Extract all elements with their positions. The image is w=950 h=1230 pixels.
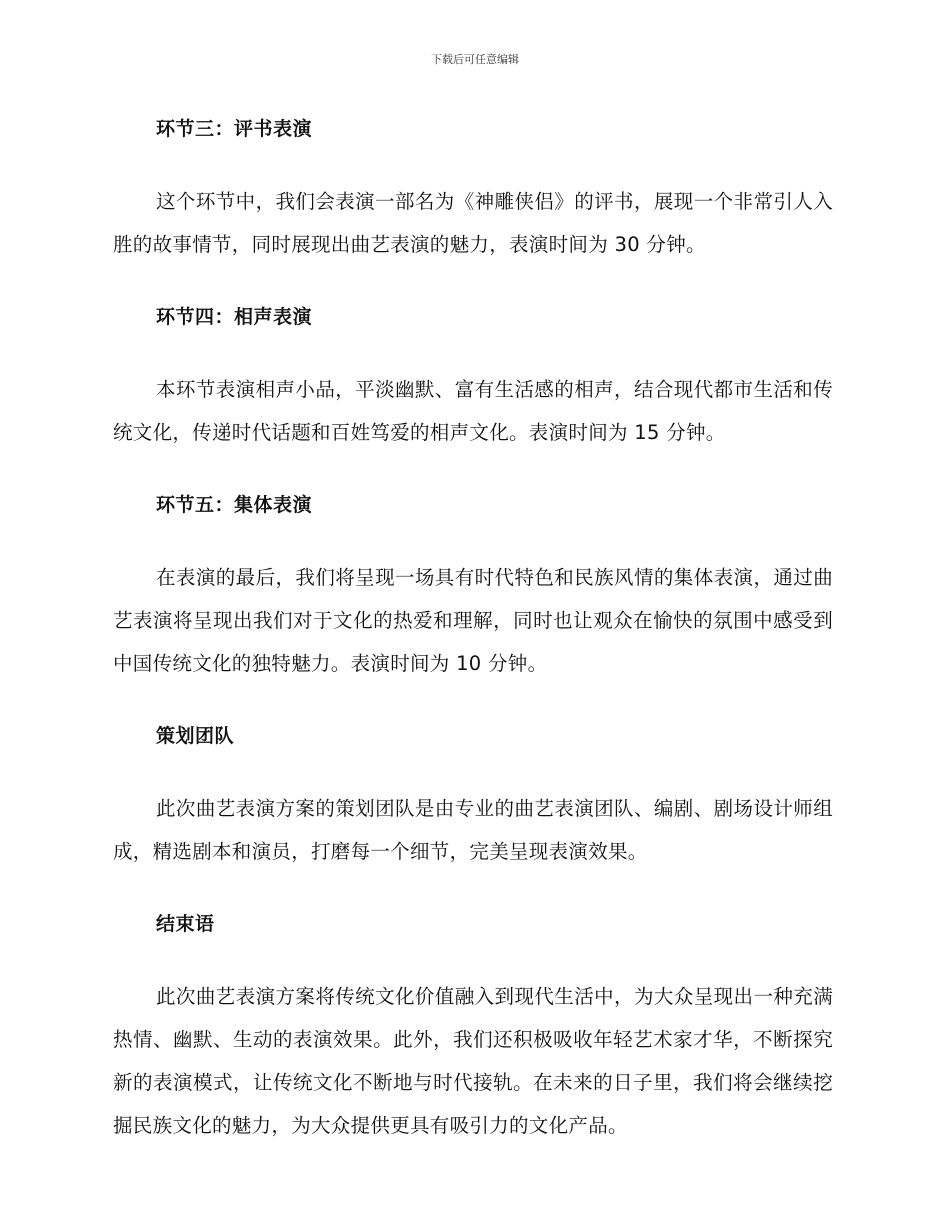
section-group-performance	[113, 484, 833, 685]
document-body	[113, 108, 833, 1147]
section-heading: 环节四：相声表演	[156, 306, 313, 328]
section-conclusion	[113, 903, 833, 1147]
section-heading: 环节三：评书表演	[156, 118, 313, 140]
section-paragraph: 本环节表演相声小品，平淡幽默、富有生活感的相声，结合现代都市生活和传统文化，传递时代话题和百姓笃爱的相声文化。表演时间为 15 分钟。	[113, 378, 833, 444]
section-heading: 环节五：集体表演	[156, 494, 313, 516]
section-heading: 策划团队	[156, 725, 235, 747]
section-heading: 结束语	[156, 913, 215, 935]
section-paragraph: 在表演的最后，我们将呈现一场具有时代特色和民族风情的集体表演，通过曲艺表演将呈现出我们对于文化的热爱和理解，同时也让观众在愉快的氛围中感受到中国传统文化的独特魅力。表演时间为 10 分钟。	[113, 566, 833, 675]
section-paragraph: 此次曲艺表演方案将传统文化价值融入到现代生活中，为大众呈现出一种充满热情、幽默、生动的表演效果。此外，我们还积极吸收年轻艺术家才华，不断探究新的表演模式，让传统文化不断地与时代接轨。在未来的日子里，我们将会继续挖掘民族文化的魅力，为大众提供更具有吸引力的文化产品。	[113, 985, 833, 1137]
section-planning-team	[113, 715, 833, 873]
page-header-note: 下载后可任意编辑	[431, 53, 519, 66]
section-paragraph: 这个环节中，我们会表演一部名为《神雕侠侣》的评书，展现一个非常引人入胜的故事情节，同时展现出曲艺表演的魅力，表演时间为 30 分钟。	[113, 190, 833, 256]
section-paragraph: 此次曲艺表演方案的策划团队是由专业的曲艺表演团队、编剧、剧场设计师组成，精选剧本和演员，打磨每一个细节，完美呈现表演效果。	[113, 797, 833, 863]
section-crosstalk	[113, 296, 833, 454]
section-storytelling	[113, 108, 833, 266]
